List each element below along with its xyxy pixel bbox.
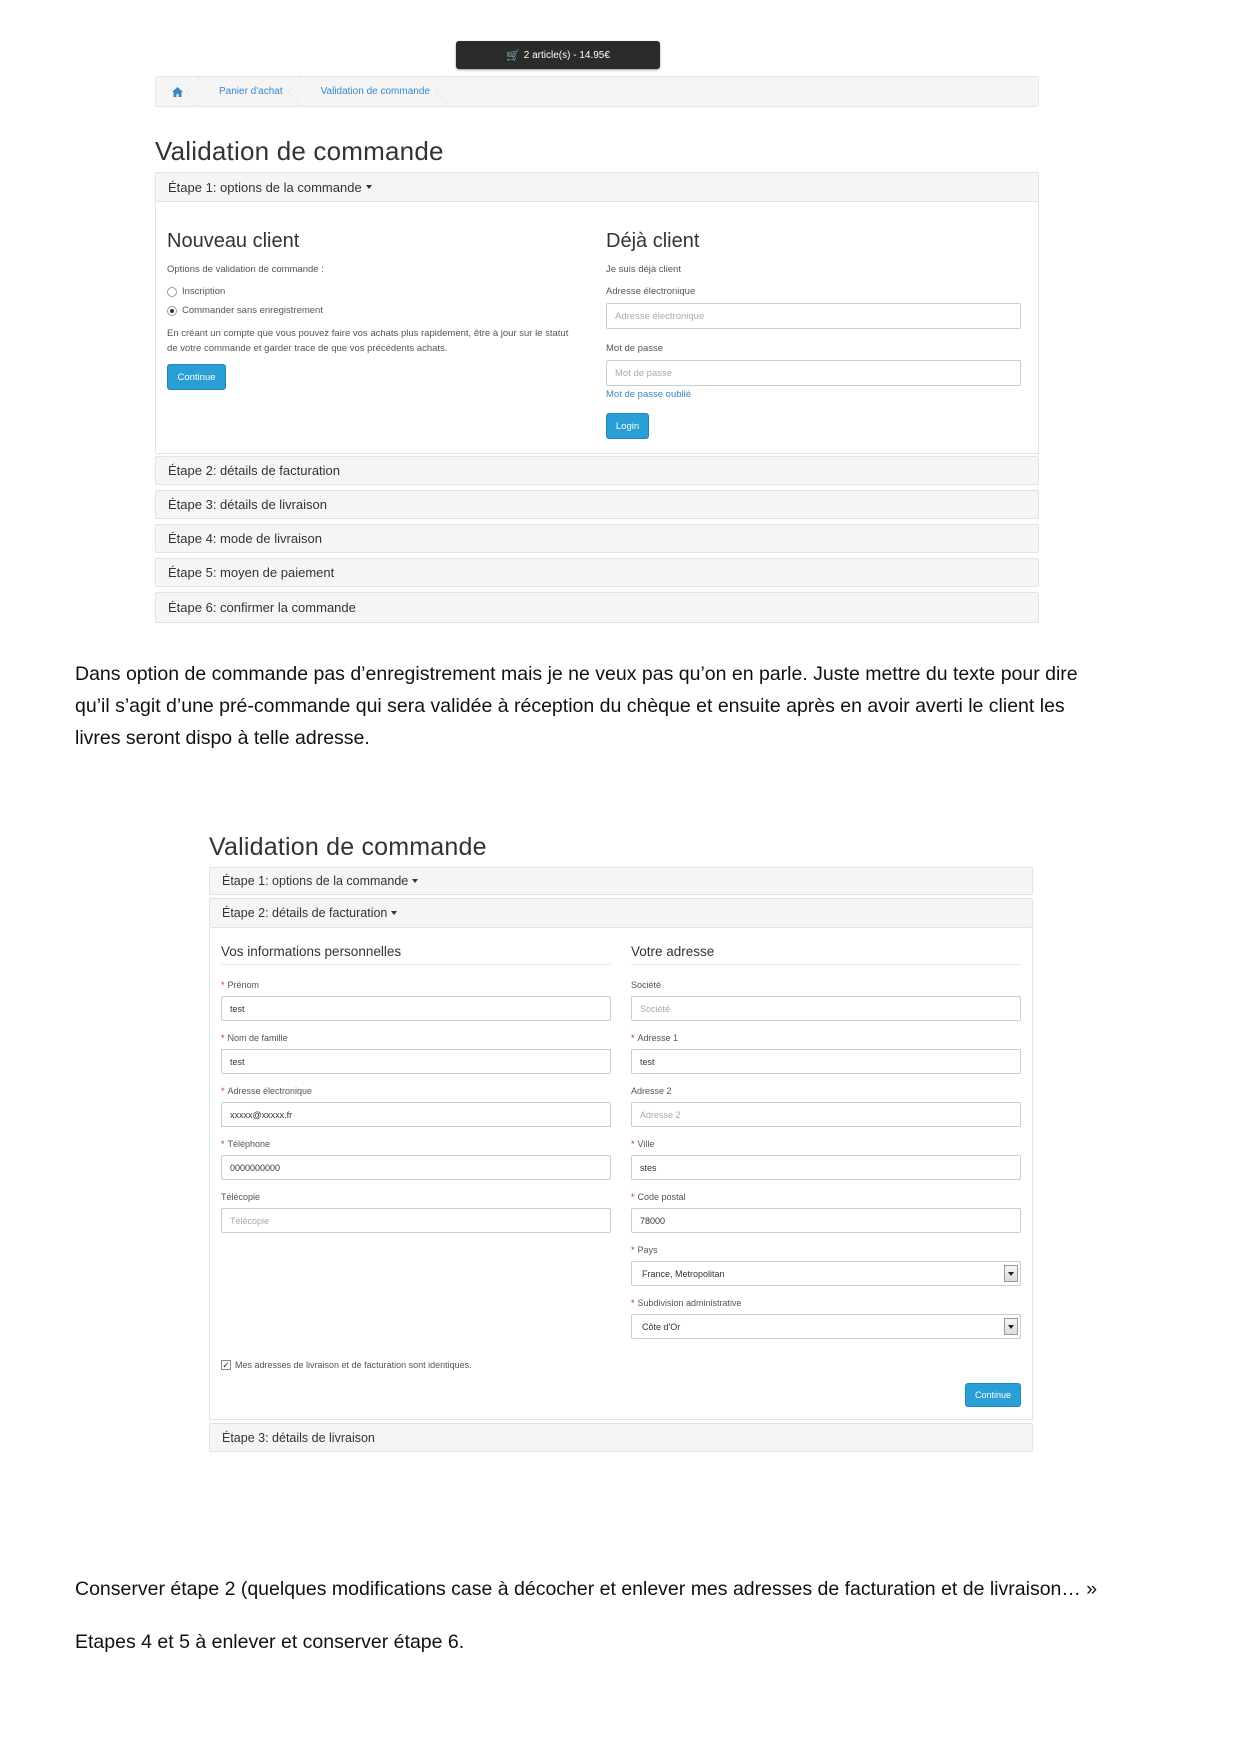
address2-label: Adresse 2 [631,1086,672,1096]
city-label: * Ville [631,1139,655,1149]
login-button[interactable]: Login [606,413,649,439]
caret-down-icon [366,185,372,189]
step1-label: Étape 1: options de la commande [168,179,362,195]
continue-button-2[interactable]: Continue [965,1383,1021,1407]
fax-input[interactable]: Télécopie [221,1208,611,1233]
phone-label: * Téléphone [221,1139,271,1149]
email-label-2: * Adresse électronique [221,1086,313,1096]
dropdown-arrow-icon[interactable] [1004,1265,1018,1282]
company-label: Société [631,980,662,990]
step3-header[interactable]: Étape 3: détails de livraison [155,490,1039,519]
email-label: Adresse électronique [606,286,696,297]
cart-button[interactable] [456,41,660,69]
radio-register-label: Inscription [182,286,226,297]
password-input[interactable]: Mot de passe [606,360,1021,386]
options-label: Options de validation de commande : [167,264,324,275]
continue-button[interactable]: Continue [167,364,226,390]
firstname-label: * Prénom [221,980,260,990]
note1-line3: livres seront dispo à telle adresse. [75,727,370,749]
breadcrumb-home[interactable] [156,77,199,106]
phone-input[interactable]: 0000000000 [221,1155,611,1180]
email-input[interactable]: Adresse électronique [606,303,1021,329]
region-select[interactable] [631,1314,1021,1339]
checkbox-checked-icon[interactable]: ✓ [222,1360,230,1370]
radio-guest-label: Commander sans enregistrement [182,305,323,316]
page-title-2: Validation de commande [209,833,487,861]
lastname-input[interactable]: test [221,1049,611,1074]
page-title: Validation de commande [155,136,444,166]
password-label: Mot de passe [606,343,664,354]
dropdown-arrow-icon[interactable] [1004,1318,1018,1335]
address1-label: * Adresse 1 [631,1033,679,1043]
address2-input[interactable]: Adresse 2 [631,1102,1021,1127]
existing-client-heading: Déjà client [606,230,700,252]
radio-register-input[interactable] [167,287,177,297]
country-select[interactable] [631,1261,1021,1286]
step1-label-2: Étape 1: options de la commande [222,874,409,888]
note1-line1: Dans option de commande pas d’enregistrement mais je ne veux pas qu’on en parle. Juste mettre du texte pour dire [75,663,1078,685]
note-paragraph-2: Conserver étape 2 (quelques modifications case à décocher et enlever mes adresses de facturation et de livraison… » [75,1578,1098,1600]
step2-header-2[interactable] [209,898,1033,928]
city-input[interactable]: stes [631,1155,1021,1180]
region-select-value: Côte d'Or [642,1321,681,1332]
same-address-label: Mes adresses de livraison et de facturation sont identiques. [235,1360,472,1370]
forgot-password-link[interactable]: Mot de passe oublié [606,389,692,400]
address-heading: Votre adresse [631,944,1021,965]
breadcrumb-cart[interactable]: Panier d'achat [199,77,301,106]
step3-header-2[interactable]: Étape 3: détails de livraison [209,1423,1033,1452]
radio-guest-input[interactable] [167,306,177,316]
fax-label: Télécopie [221,1192,261,1202]
cart-label: 2 article(s) - 14.95€ [523,49,610,61]
caret-down-icon [391,911,397,915]
radio-guest[interactable] [167,305,323,316]
note-paragraph-3: Etapes 4 et 5 à enlever et conserver étape 6. [75,1631,465,1653]
account-description-line1: En créant un compte que vous pouvez faire vos achats plus rapidement, être à jour sur le statut [167,328,569,339]
radio-register[interactable] [167,286,225,297]
shopping-cart-icon: 🛒 [506,49,520,62]
existing-client-sub: Je suis déjà client [606,264,681,275]
country-select-value: France, Metropolitan [642,1268,725,1279]
postcode-input[interactable]: 78000 [631,1208,1021,1233]
account-description-line2: de votre commande et garder trace de que vos précédents achats. [167,343,448,354]
region-label: * Subdivision administrative [631,1298,742,1308]
personal-info-heading: Vos informations personnelles [221,944,611,965]
step6-header[interactable]: Étape 6: confirmer la commande [155,592,1039,623]
account-description [167,326,587,356]
new-client-heading: Nouveau client [167,230,300,252]
step4-header[interactable]: Étape 4: mode de livraison [155,524,1039,553]
lastname-label: * Nom de famille [221,1033,288,1043]
note-paragraph-1 [75,658,1175,754]
company-input[interactable]: Société [631,996,1021,1021]
firstname-input[interactable]: test [221,996,611,1021]
step2-label-2: Étape 2: détails de facturation [222,906,388,920]
country-label: * Pays [631,1245,658,1255]
caret-down-icon [412,879,418,883]
step2-header[interactable]: Étape 2: détails de facturation [155,456,1039,485]
email-input-2[interactable]: xxxxx@xxxxx.fr [221,1102,611,1127]
postcode-label: * Code postal [631,1192,686,1202]
step5-header[interactable]: Étape 5: moyen de paiement [155,558,1039,587]
note1-line2: qu’il s’agit d’une pré-commande qui sera validée à réception du chèque et ensuite après en avoir averti le client les [75,695,1065,717]
same-address-checkbox[interactable] [221,1360,472,1370]
breadcrumb-checkout[interactable]: Validation de commande [301,77,448,106]
breadcrumb [155,76,1039,107]
step1-header[interactable] [155,172,1039,202]
address1-input[interactable]: test [631,1049,1021,1074]
step1-header-2[interactable] [209,867,1033,895]
home-icon [172,87,183,97]
